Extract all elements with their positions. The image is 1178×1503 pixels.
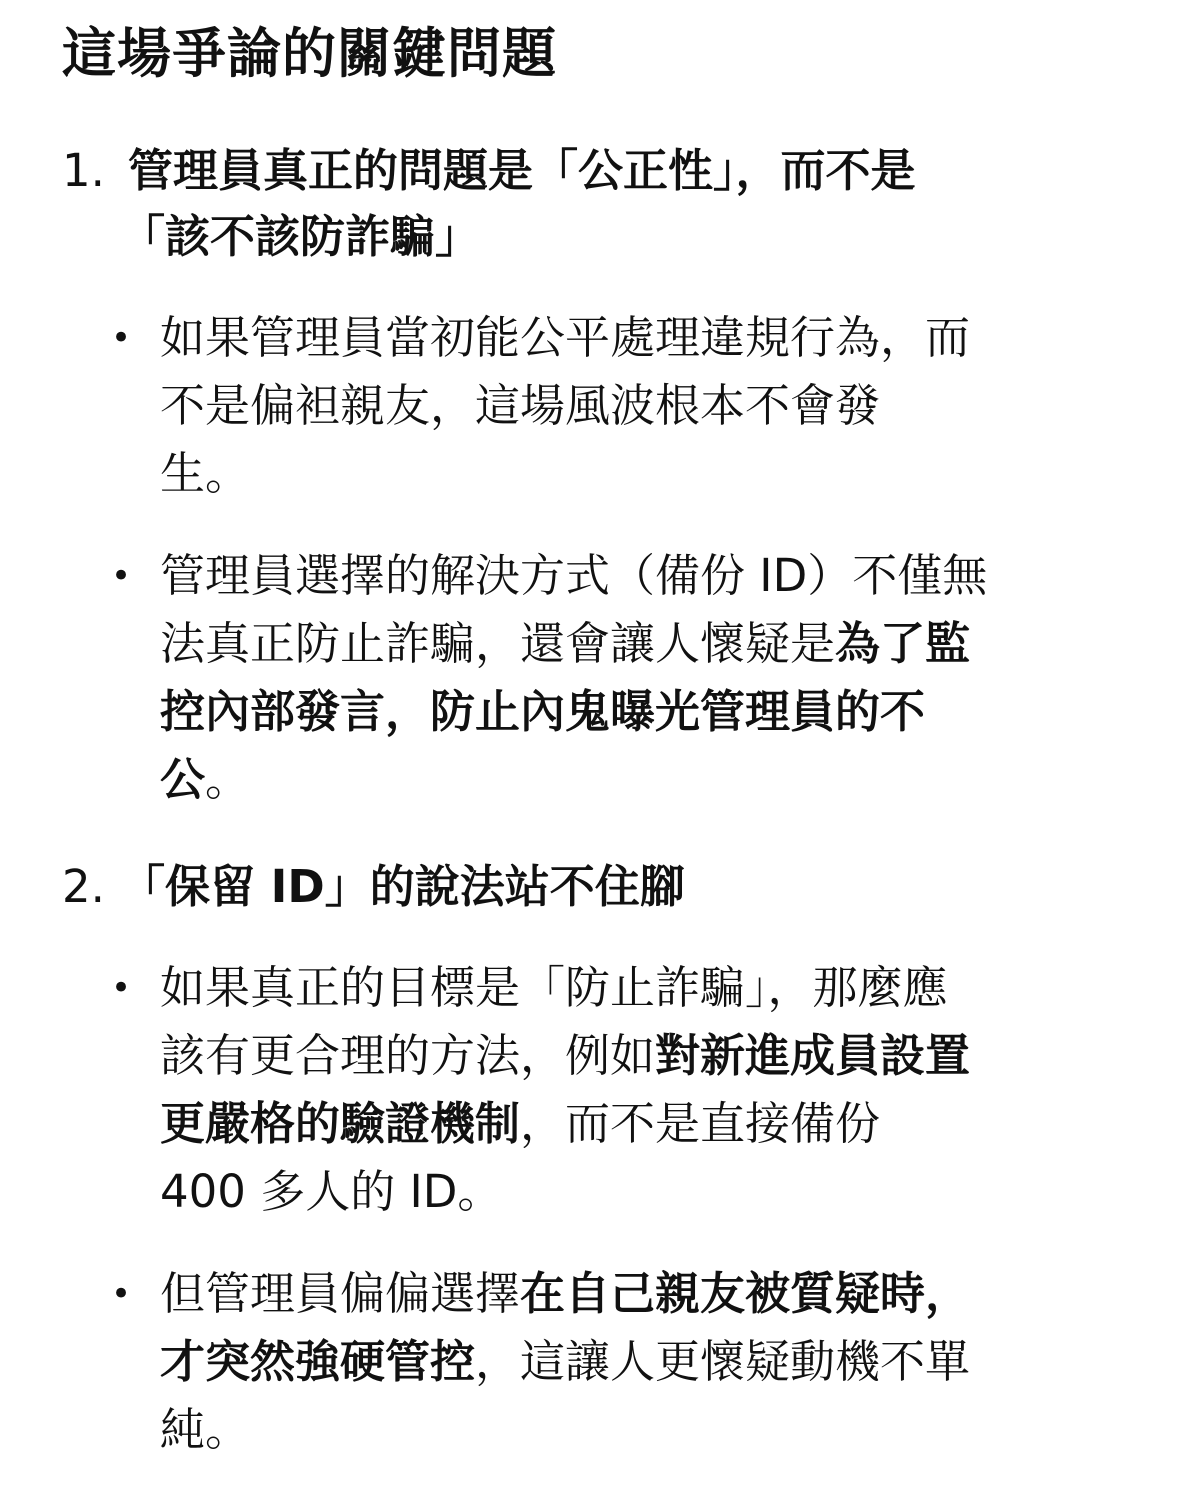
bullet-line: 。 <box>205 753 251 806</box>
section-1-bullet-list <box>62 304 1178 814</box>
bullet-line: ，這讓人更懷疑動機不單 <box>475 1335 971 1388</box>
bullet-emphasis: 更嚴格的驗證機制 <box>160 1097 521 1150</box>
bullet-line: ，而不是直接備份 <box>520 1097 881 1150</box>
page-title: 這場爭論的關鍵問題 <box>62 22 557 85</box>
section-1-number: 1. <box>62 144 105 197</box>
section-2-title: 「保留 ID」的說法站不住腳 <box>120 860 685 913</box>
section-1-title-line2: 「該不該防詐騙」 <box>120 210 481 263</box>
bullet-text <box>160 1260 1070 1464</box>
bullet-text <box>160 954 1070 1226</box>
bullet-line: 生。 <box>160 447 251 500</box>
bullet-line: 該有更合理的方法，例如 <box>160 1029 656 1082</box>
bullet-emphasis: 為了監 <box>835 617 971 670</box>
bullet-emphasis: 公 <box>160 753 206 806</box>
section-1 <box>62 138 1178 814</box>
bullet-line: 400 多人的 ID。 <box>160 1165 503 1218</box>
bullet-line: 純。 <box>160 1403 251 1456</box>
bullet-line: 法真正防止詐騙，還會讓人懷疑是 <box>160 617 836 670</box>
section-1-title <box>120 138 1028 270</box>
bullet-emphasis: 在自己親友被質疑時， <box>520 1267 971 1320</box>
bullet-dot: • <box>110 968 132 1008</box>
list-item <box>62 542 1178 814</box>
bullet-text <box>160 542 1070 814</box>
bullet-emphasis: 控內部發言，防止內鬼曝光管理員的不 <box>160 685 926 738</box>
bullet-dot: • <box>110 318 132 358</box>
section-2 <box>62 854 1178 1464</box>
bullet-emphasis: 才突然強硬管控 <box>160 1335 476 1388</box>
bullet-line: 如果真正的目標是「防止詐騙」，那麼應 <box>160 961 948 1014</box>
bullet-line: 管理員選擇的解決方式（備份 ID）不僅無 <box>160 549 988 602</box>
section-2-heading <box>62 854 1178 920</box>
list-item <box>62 304 1178 508</box>
section-2-number: 2. <box>62 860 105 913</box>
bullet-text <box>160 304 1070 508</box>
bullet-line: 如果管理員當初能公平處理違規行為，而 <box>160 311 971 364</box>
section-2-bullet-list <box>62 954 1178 1464</box>
bullet-emphasis: 對新進成員設置 <box>655 1029 971 1082</box>
bullet-line: 不是偏袒親友，這場風波根本不會發 <box>160 379 881 432</box>
section-1-title-line1: 管理員真正的問題是「公正性」，而不是 <box>128 144 916 197</box>
list-item <box>62 1260 1178 1464</box>
bullet-dot: • <box>110 1274 132 1314</box>
bullet-dot: • <box>110 556 132 596</box>
bullet-line: 但管理員偏偏選擇 <box>160 1267 521 1320</box>
section-1-heading <box>62 138 1178 270</box>
list-item <box>62 954 1178 1226</box>
